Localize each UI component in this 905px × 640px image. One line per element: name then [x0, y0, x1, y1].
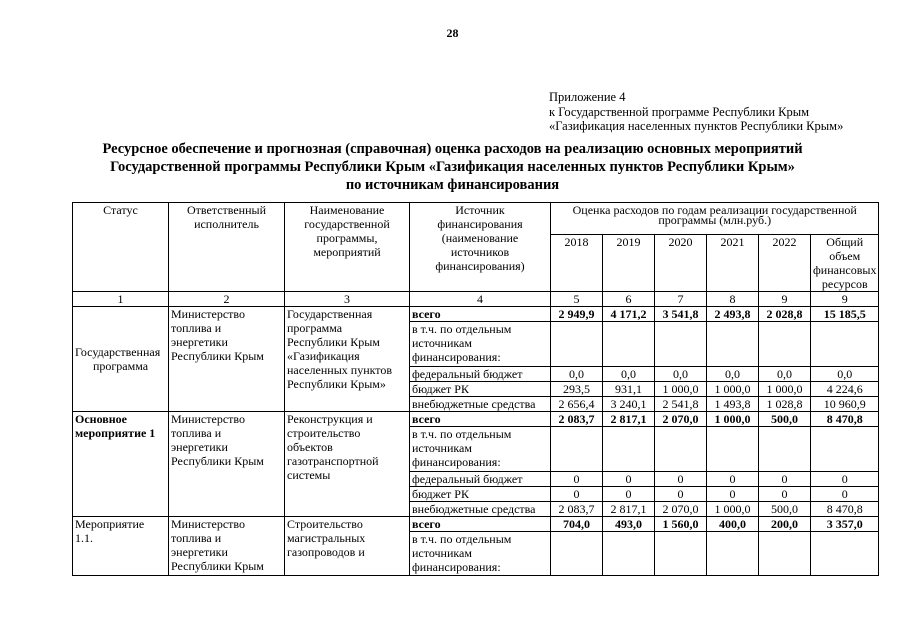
value-cell: 1 000,0 — [759, 382, 811, 397]
value-cell: 293,5 — [551, 382, 603, 397]
value-cell: 1 000,0 — [655, 382, 707, 397]
value-cell: 0 — [759, 487, 811, 502]
total-cell: 8 470,8 — [811, 502, 879, 517]
value-cell: 2 083,7 — [551, 412, 603, 427]
table-row — [73, 307, 879, 322]
value-cell: 0,0 — [655, 367, 707, 382]
header-total: Общий объем финансовых ресурсов — [811, 235, 879, 292]
value-cell: 3 240,1 — [603, 397, 655, 412]
page-number: 28 — [446, 26, 459, 40]
appendix-note — [549, 90, 843, 134]
value-cell: 2 083,7 — [551, 502, 603, 517]
source-cell: в т.ч. по отдельным источникам финансирования: — [410, 322, 551, 367]
appendix-line: «Газификация населенных пунктов Республики Крым» — [549, 119, 844, 133]
value-cell: 2 028,8 — [759, 307, 811, 322]
column-number: 5 — [551, 292, 603, 307]
source-cell: всего — [410, 307, 551, 322]
source-cell: федеральный бюджет — [410, 367, 551, 382]
column-number: 7 — [655, 292, 707, 307]
status-cell: Основное мероприятие 1 — [73, 412, 169, 517]
value-cell: 1 000,0 — [707, 502, 759, 517]
source-cell: бюджет РК — [410, 382, 551, 397]
header-estimate: Оценка расходов по годам реализации государственной программы (млн.руб.) — [551, 203, 879, 235]
header-year: 2018 — [551, 235, 603, 292]
column-number: 2 — [169, 292, 285, 307]
value-cell: 0 — [707, 472, 759, 487]
column-number: 9 — [759, 292, 811, 307]
source-cell: в т.ч. по отдельным источникам финансирования: — [410, 427, 551, 472]
name-cell: Реконструкция и строительство объектов газотранспортной системы — [285, 412, 410, 517]
value-cell: 2 493,8 — [707, 307, 759, 322]
value-cell: 1 000,0 — [707, 382, 759, 397]
value-cell: 0,0 — [759, 367, 811, 382]
source-cell: внебюджетные средства — [410, 502, 551, 517]
total-cell: 15 185,5 — [811, 307, 879, 322]
header-name: Наименование государственной программы, мероприятий — [285, 203, 410, 292]
column-number: 3 — [285, 292, 410, 307]
value-cell: 1 493,8 — [707, 397, 759, 412]
executor-cell: Министерство топлива и энергетики Республики Крым — [169, 517, 285, 576]
value-cell: 0 — [707, 487, 759, 502]
value-cell: 4 171,2 — [603, 307, 655, 322]
value-cell: 400,0 — [707, 517, 759, 532]
appendix-line: Приложение 4 — [549, 90, 626, 104]
column-numbers-row — [73, 292, 879, 307]
value-cell: 1 028,8 — [759, 397, 811, 412]
appendix-line: к Государственной программе Республики Крым — [549, 104, 810, 119]
executor-cell: Министерство топлива и энергетики Республики Крым — [169, 412, 285, 517]
column-number: 8 — [707, 292, 759, 307]
value-cell: 1 560,0 — [655, 517, 707, 532]
total-cell: 4 224,6 — [811, 382, 879, 397]
value-cell: 704,0 — [551, 517, 603, 532]
header-source: Источник финансирования (наименование источников финансирования) — [410, 203, 551, 292]
column-number: 9 — [811, 292, 879, 307]
name-cell: Строительство магистральных газопроводов и — [285, 517, 410, 576]
value-cell: 200,0 — [759, 517, 811, 532]
value-cell: 2 070,0 — [655, 412, 707, 427]
value-cell: 2 817,1 — [603, 502, 655, 517]
value-cell: 0 — [551, 472, 603, 487]
value-cell: 2 949,9 — [551, 307, 603, 322]
value-cell: 0 — [603, 472, 655, 487]
executor-cell: Министерство топлива и энергетики Республики Крым — [169, 307, 285, 412]
value-cell: 2 656,4 — [551, 397, 603, 412]
column-number: 6 — [603, 292, 655, 307]
header-year: 2020 — [655, 235, 707, 292]
total-cell: 0,0 — [811, 367, 879, 382]
total-cell: 3 357,0 — [811, 517, 879, 532]
source-cell: в т.ч. по отдельным источникам финансирования: — [410, 532, 551, 576]
value-cell: 500,0 — [759, 412, 811, 427]
total-cell: 0 — [811, 472, 879, 487]
table-row — [73, 412, 879, 427]
value-cell: 0 — [655, 472, 707, 487]
value-cell: 2 541,8 — [655, 397, 707, 412]
total-cell: 10 960,9 — [811, 397, 879, 412]
document-title — [40, 140, 865, 194]
value-cell: 0 — [551, 487, 603, 502]
value-cell: 3 541,8 — [655, 307, 707, 322]
value-cell: 0 — [655, 487, 707, 502]
value-cell: 1 000,0 — [707, 412, 759, 427]
resource-table — [72, 202, 879, 576]
value-cell: 2 817,1 — [603, 412, 655, 427]
header-year: 2022 — [759, 235, 811, 292]
value-cell: 931,1 — [603, 382, 655, 397]
header-year: 2021 — [707, 235, 759, 292]
status-cell: Государственная программа — [73, 307, 169, 412]
source-cell: внебюджетные средства — [410, 397, 551, 412]
value-cell: 0,0 — [707, 367, 759, 382]
source-cell: бюджет РК — [410, 487, 551, 502]
value-cell: 0,0 — [551, 367, 603, 382]
title-line: Государственной программы Республики Крым «Газификация населенных пунктов Республики Крым» — [110, 159, 795, 175]
source-cell: федеральный бюджет — [410, 472, 551, 487]
title-line: Ресурсное обеспечение и прогнозная (справочная) оценка расходов на реализацию основных мероприятий — [102, 141, 803, 157]
value-cell: 2 070,0 — [655, 502, 707, 517]
value-cell: 500,0 — [759, 502, 811, 517]
value-cell: 0 — [759, 472, 811, 487]
value-cell: 0,0 — [603, 367, 655, 382]
column-number: 1 — [73, 292, 169, 307]
table-row — [73, 517, 879, 532]
status-cell: Мероприятие 1.1. — [73, 517, 169, 576]
source-cell: всего — [410, 412, 551, 427]
total-cell: 0 — [811, 487, 879, 502]
value-cell: 493,0 — [603, 517, 655, 532]
name-cell: Государственная программа Республики Крым «Газификация населенных пунктов Республики Крым» — [285, 307, 410, 412]
title-line: по источникам финансирования — [345, 177, 560, 193]
header-status: Статус — [73, 203, 169, 292]
column-number: 4 — [410, 292, 551, 307]
value-cell: 0 — [603, 487, 655, 502]
source-cell: всего — [410, 517, 551, 532]
header-executor: Ответственный исполнитель — [169, 203, 285, 292]
total-cell: 8 470,8 — [811, 412, 879, 427]
header-year: 2019 — [603, 235, 655, 292]
